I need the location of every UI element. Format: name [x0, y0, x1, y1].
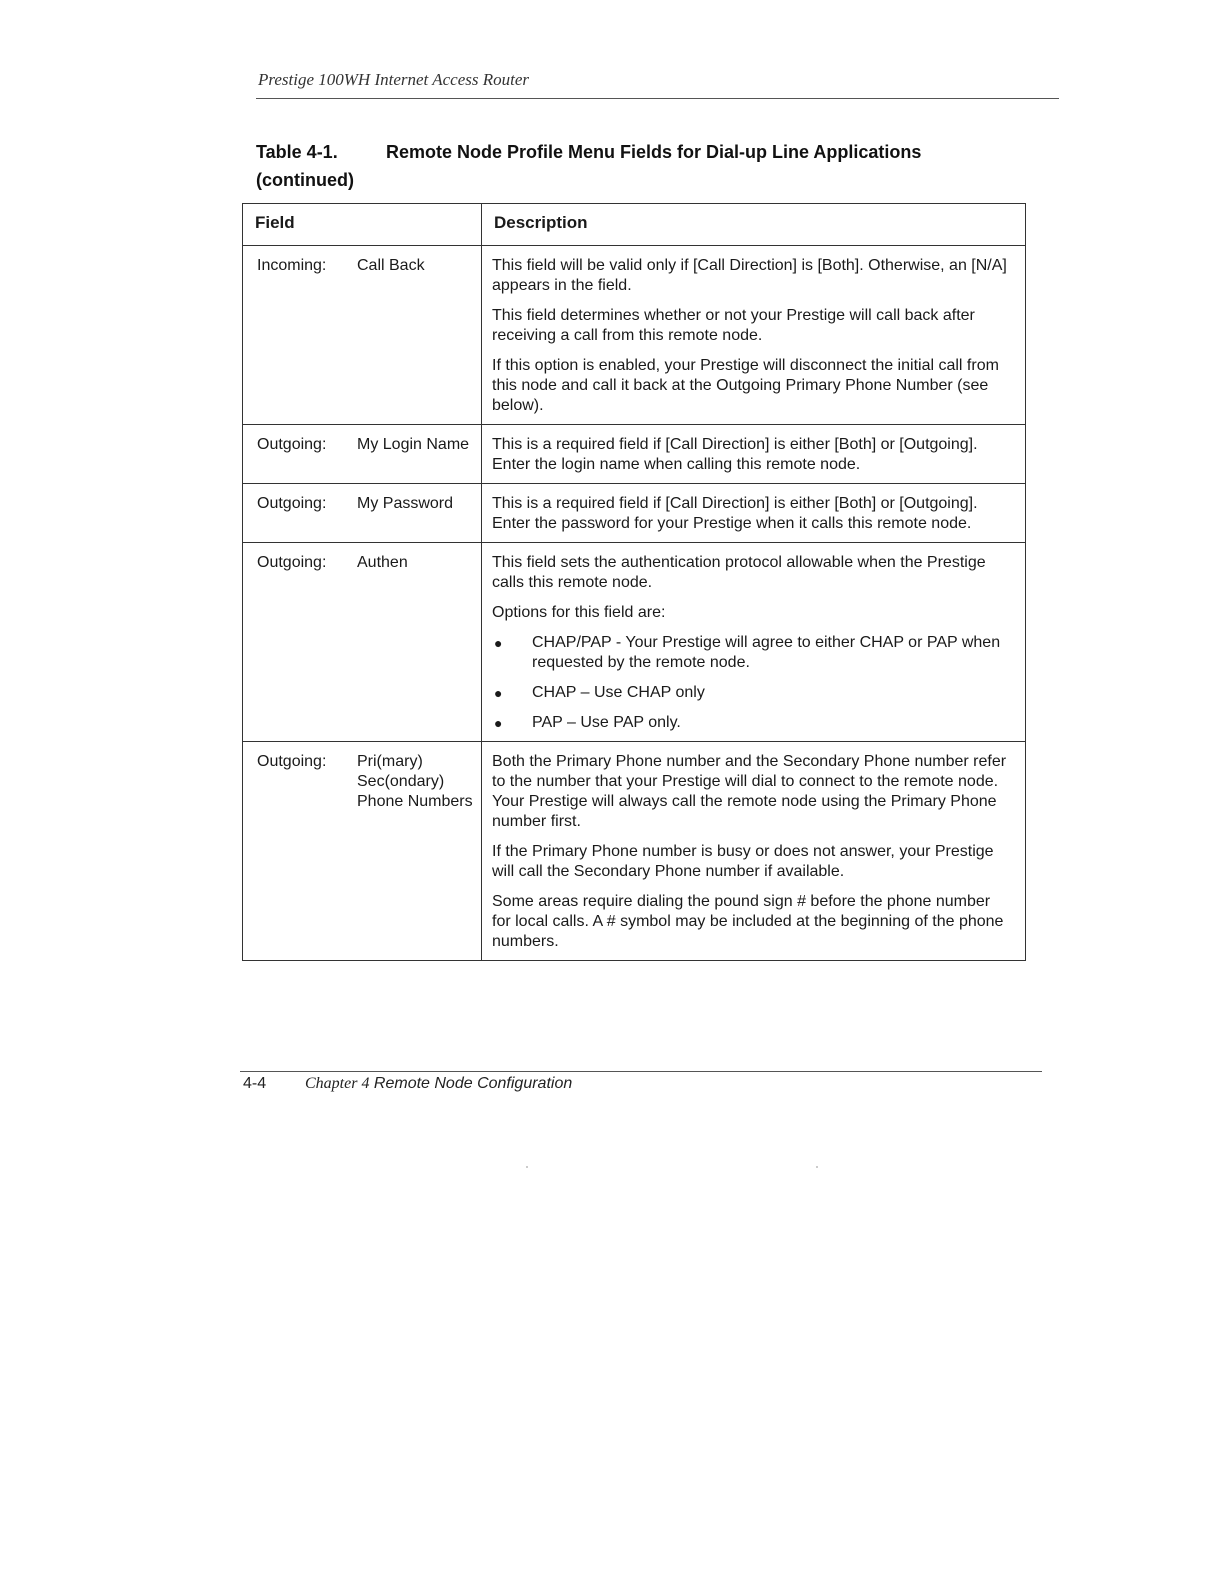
bullet-icon: ●	[494, 715, 503, 731]
field-name: Authen	[357, 554, 408, 571]
table-row	[243, 425, 1026, 484]
description-paragraph: Options for this field are:	[492, 604, 666, 621]
table-header-row	[243, 204, 1026, 246]
field-cell	[243, 246, 482, 425]
list-item-text: PAP – Use PAP only.	[532, 714, 681, 731]
description-cell	[482, 543, 1026, 742]
description-paragraph: This is a required field if [Call Direction] is either [Both] or [Outgoing]. Enter the login name when calling this remote node.	[492, 436, 978, 473]
list-item-text: CHAP/PAP - Your Prestige will agree to either CHAP or PAP when requested by the remote node.	[532, 634, 1001, 671]
header-field: Field	[243, 204, 482, 246]
field-cell	[243, 742, 482, 961]
fields-table	[242, 203, 1026, 961]
table-title: Remote Node Profile Menu Fields for Dial-up Line Applications	[386, 142, 922, 162]
table-continued: (continued)	[256, 170, 354, 190]
description-paragraph: If the Primary Phone number is busy or does not answer, your Prestige will call the Secondary Phone number if available.	[492, 843, 994, 880]
description-cell	[482, 425, 1026, 484]
list-item	[492, 633, 1011, 673]
description-paragraph: This is a required field if [Call Direction] is either [Both] or [Outgoing]. Enter the password for your Prestige when it calls this remote node.	[492, 495, 978, 532]
field-cell	[243, 484, 482, 543]
description-paragraph: This field sets the authentication protocol allowable when the Prestige calls this remote node.	[492, 554, 986, 591]
table-caption	[256, 138, 921, 194]
scan-artifact	[346, 1166, 1086, 1168]
field-direction: Incoming:	[257, 257, 327, 274]
bullet-icon: ●	[494, 635, 503, 651]
chapter-title: Remote Node Configuration	[373, 1075, 573, 1092]
header-description: Description	[482, 204, 1026, 246]
list-item	[492, 713, 1011, 733]
description-paragraph: This field determines whether or not your Prestige will call back after receiving a call from this remote node.	[492, 307, 975, 344]
list-item	[492, 683, 1011, 703]
running-header: Prestige 100WH Internet Access Router	[258, 70, 529, 89]
description-paragraph: If this option is enabled, your Prestige will disconnect the initial call from this node and call it back at the Outgoing Primary Phone Number (see below).	[492, 357, 999, 414]
field-direction: Outgoing:	[257, 495, 327, 512]
bullet-icon: ●	[494, 685, 503, 701]
table-row	[243, 742, 1026, 961]
chapter-label: Chapter 4	[305, 1075, 370, 1092]
table-number: Table 4-1.	[256, 142, 338, 162]
options-list	[492, 633, 1011, 733]
chapter-footer	[305, 1075, 572, 1093]
field-direction: Outgoing:	[257, 554, 327, 571]
list-item-text: CHAP – Use CHAP only	[532, 684, 705, 701]
table-row	[243, 543, 1026, 742]
field-direction: Outgoing:	[257, 753, 327, 770]
field-cell	[243, 543, 482, 742]
description-paragraph: This field will be valid only if [Call Direction] is [Both]. Otherwise, an [N/A] appears in the field.	[492, 257, 1007, 294]
description-cell	[482, 742, 1026, 961]
field-name: Call Back	[357, 257, 425, 274]
field-cell	[243, 425, 482, 484]
description-cell	[482, 246, 1026, 425]
table-row	[243, 484, 1026, 543]
page-number: 4-4	[243, 1075, 267, 1092]
table-row	[243, 246, 1026, 425]
field-name: My Login Name	[357, 436, 470, 453]
field-direction: Outgoing:	[257, 436, 327, 453]
description-paragraph: Both the Primary Phone number and the Secondary Phone number refer to the number that your Prestige will dial to connect to the remote node. Your Prestige will always call the remote node using the Primary Phone number first.	[492, 753, 1007, 830]
field-name: Pri(mary) Sec(ondary) Phone Numbers	[357, 753, 473, 810]
footer-divider	[240, 1071, 1042, 1072]
header-divider	[256, 98, 1059, 99]
description-paragraph: Some areas require dialing the pound sign # before the phone number for local calls. A # symbol may be included at the beginning of the phone numbers.	[492, 893, 1004, 950]
description-cell	[482, 484, 1026, 543]
field-name: My Password	[357, 495, 454, 512]
